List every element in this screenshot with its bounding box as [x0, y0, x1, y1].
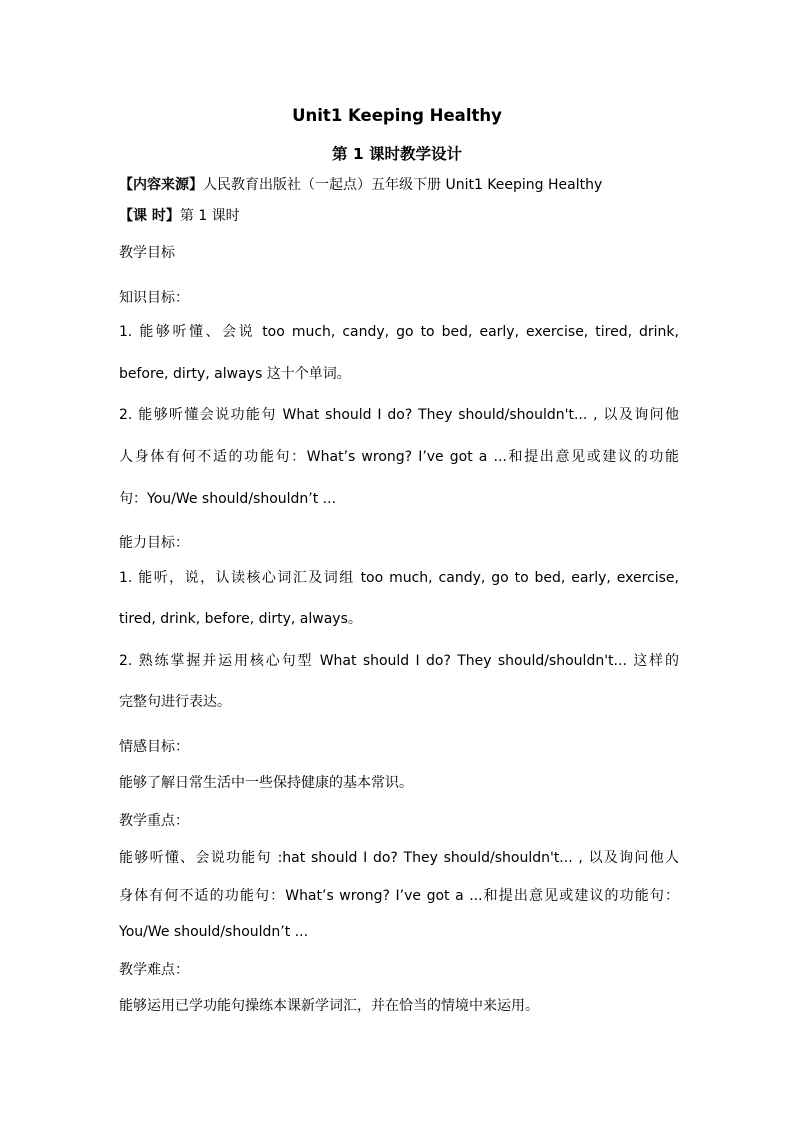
paragraph-line: before, dirty, always 这十个单词。 [119, 366, 351, 382]
paragraph-line: 完整句进行表达。 [119, 694, 231, 710]
paragraph-line: 句：You/We should/shouldn’t ... [119, 491, 337, 507]
document-subtitle: 第 1 课时教学设计 [331, 145, 463, 163]
paragraph-line: 2. 熟练掌握并运用核心句型 What should I do? They should/shouldn't... 这样的 [119, 653, 679, 669]
document-title: Unit1 Keeping Healthy [292, 106, 502, 125]
paragraph-line: 身体有何不适的功能句：What’s wrong? I’ve got a ...和提出意见或建议的功能句： [119, 888, 679, 904]
section-heading-difficulties: 教学难点： [119, 962, 189, 978]
paragraph-line: tired, drink, before, dirty, always。 [119, 611, 362, 627]
paragraph-line: 2. 能够听懂会说功能句 What should I do? They should/shouldn't... , 以及询问他 [119, 407, 679, 423]
paragraph-line: 能够了解日常生活中一些保持健康的基本常识。 [119, 775, 413, 791]
content-source [119, 175, 679, 195]
lesson-period-text: 第 1 课时 [179, 208, 240, 224]
paragraph-line: 1. 能够听懂、会说 too much, candy, go to bed, early, exercise, tired, drink, [119, 324, 679, 340]
paragraph-line: 能够运用已学功能句操练本课新学词汇，并在恰当的情境中来运用。 [119, 998, 539, 1014]
content-source-label: 【内容来源】 [119, 177, 203, 193]
paragraph-line: You/We should/shouldn’t ... [119, 924, 309, 940]
paragraph-line: 能够听懂、会说功能句 :hat should I do? They should/shouldn't... , 以及询问他人 [119, 850, 679, 866]
content-source-text: 人民教育出版社（一起点）五年级下册 Unit1 Keeping Healthy [203, 177, 603, 193]
paragraph-line: 1. 能听，说，认读核心词汇及词组 too much, candy, go to bed, early, exercise, [119, 570, 679, 586]
paragraph-line: 人身体有何不适的功能句：What’s wrong? I’ve got a ...和提出意见或建议的功能 [119, 449, 679, 465]
section-heading-emotion: 情感目标： [119, 739, 189, 755]
section-heading-knowledge: 知识目标： [119, 290, 189, 306]
section-heading-goals: 教学目标 [119, 245, 175, 261]
section-heading-ability: 能力目标： [119, 535, 189, 551]
lesson-period-label: 【课 时】 [119, 208, 180, 224]
section-heading-key-points: 教学重点： [119, 813, 189, 829]
lesson-period [119, 206, 679, 226]
